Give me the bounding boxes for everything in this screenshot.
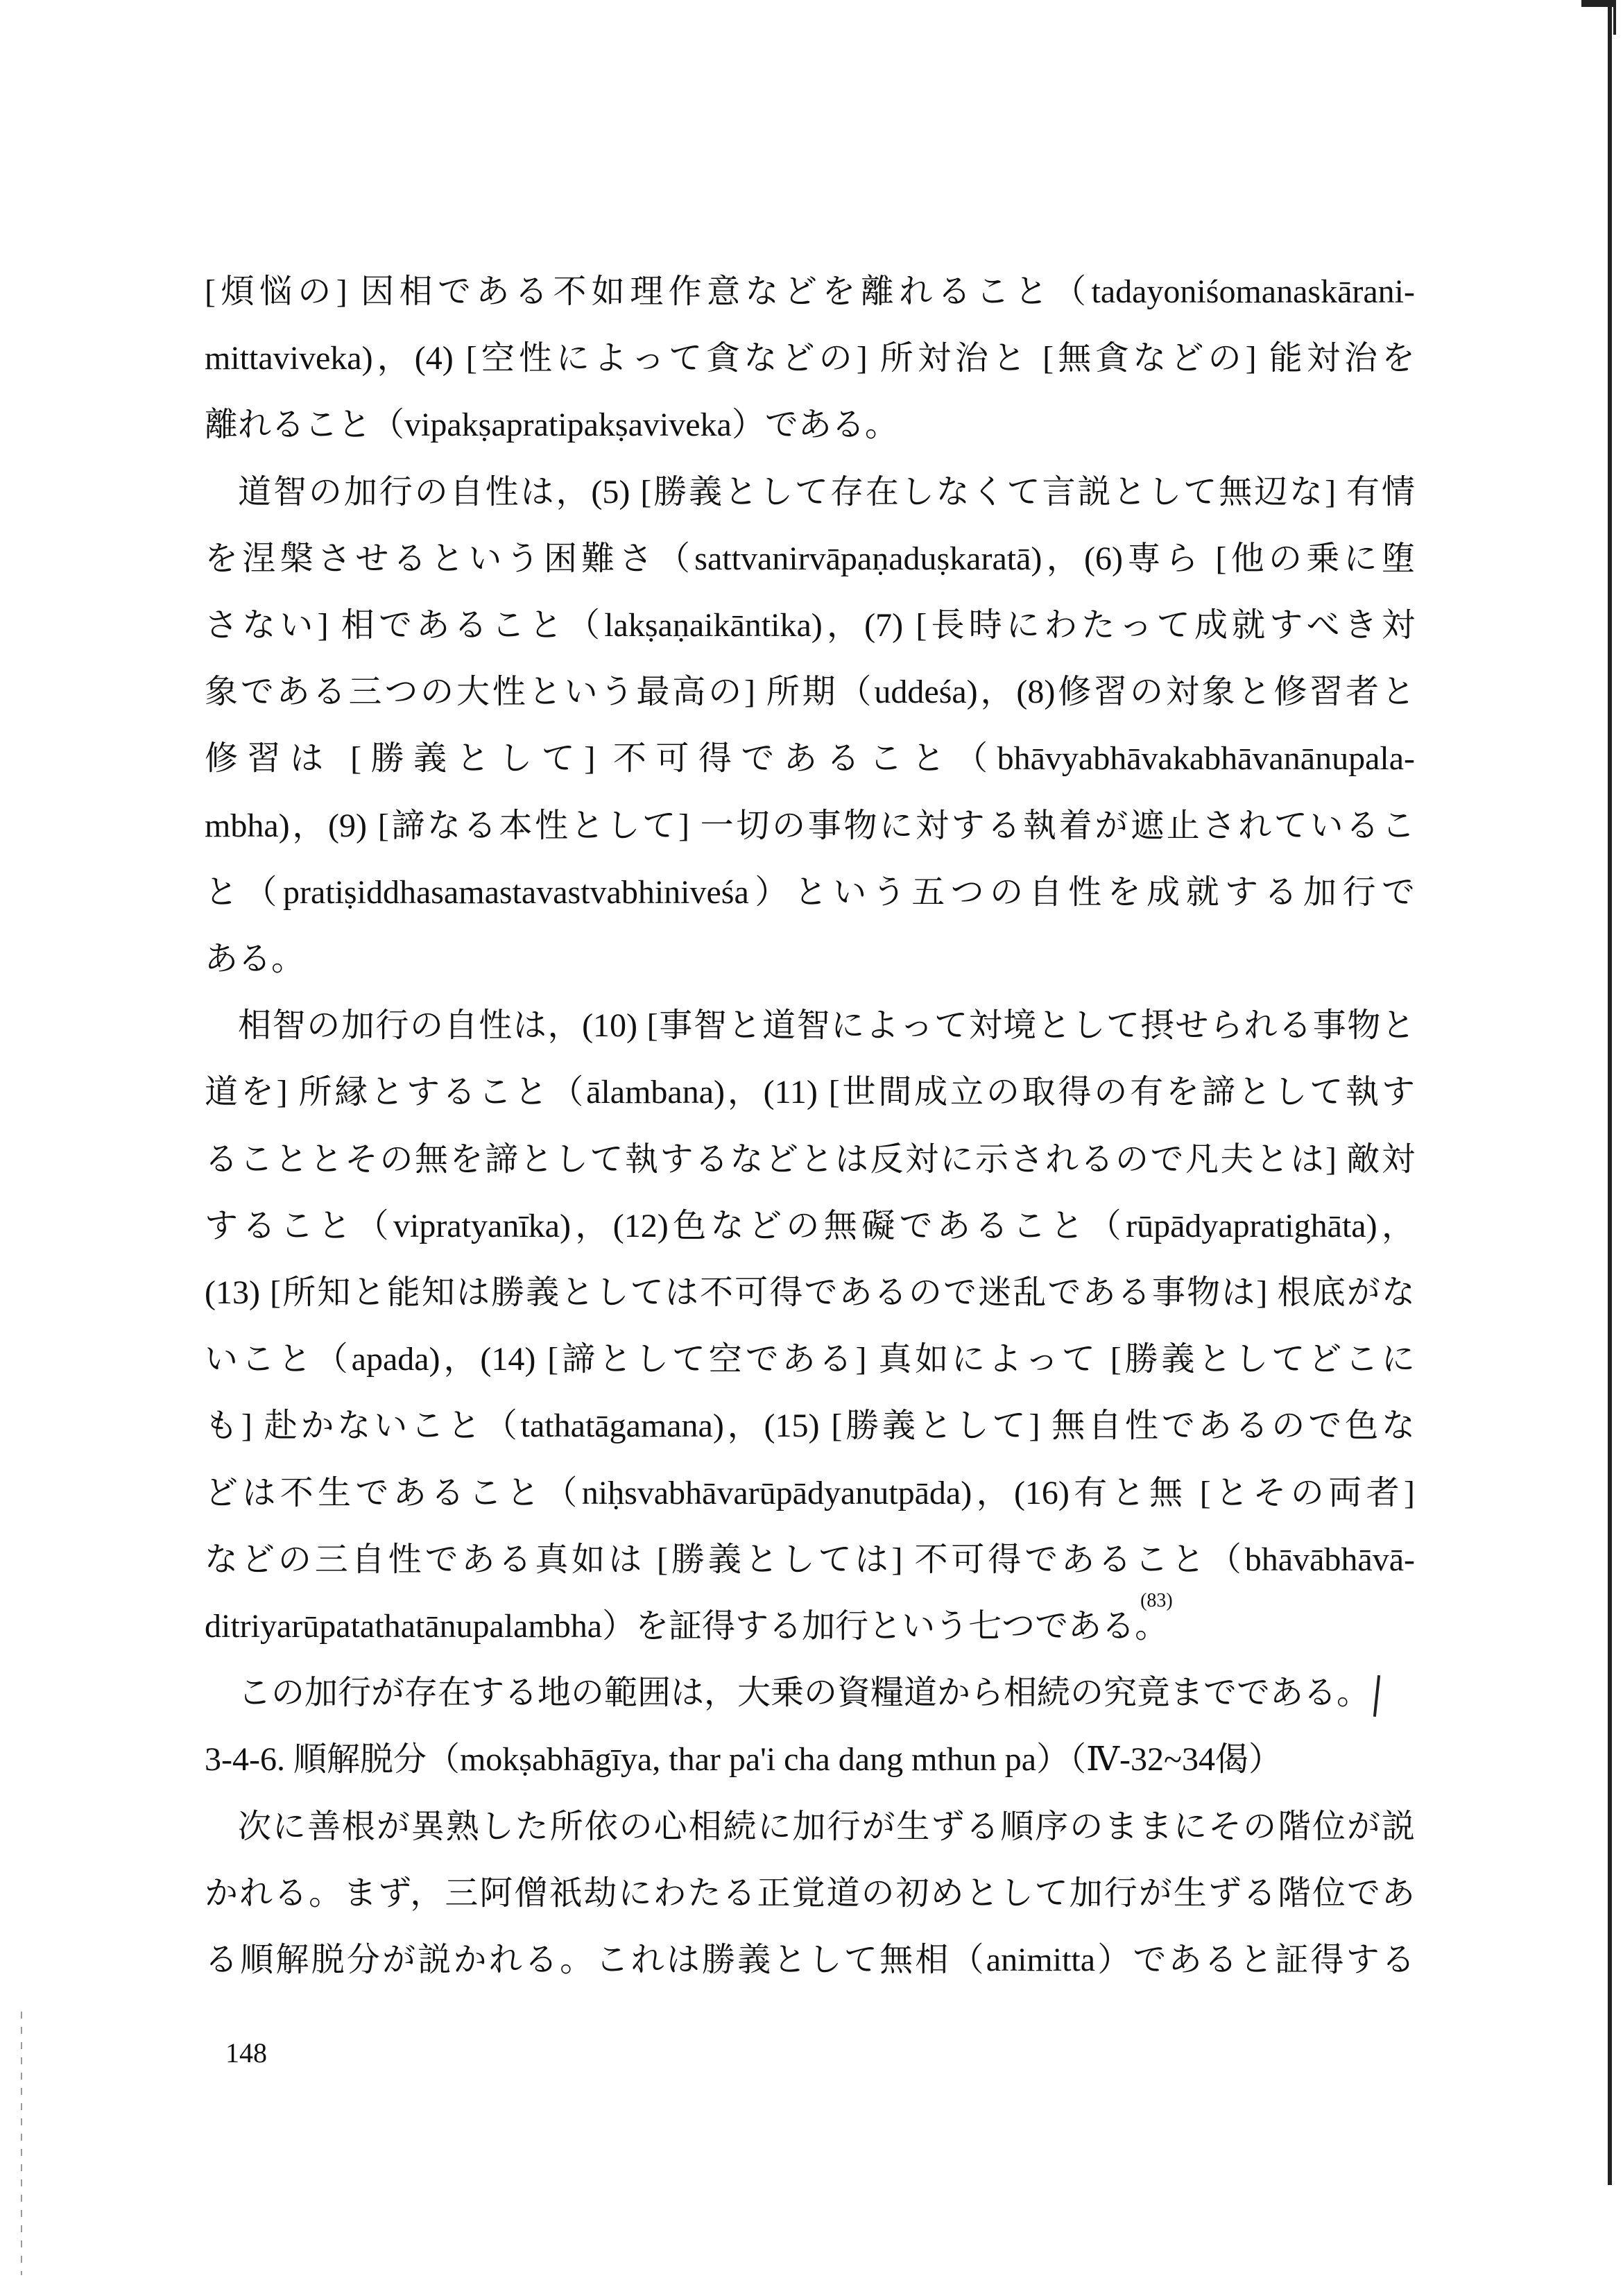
scan-edge-right (1608, 0, 1612, 2185)
text-line-content: [煩悩の] 因相である不如理作意などを離れること（tadayoniśomanaskārani- (205, 273, 1415, 310)
text-line (205, 1590, 1415, 1660)
text-line (205, 1527, 1415, 1593)
text-line (205, 259, 1415, 325)
text-line (205, 526, 1415, 592)
text-line-content: 離れること（vipakṣapratipakṣaviveka）である。 (205, 406, 898, 444)
handwritten-margin-mark (1373, 1675, 1380, 1717)
section-heading (205, 1727, 1415, 1793)
text-line (205, 993, 1415, 1059)
text-line (205, 1393, 1415, 1459)
text-line (205, 859, 1415, 926)
text-line-content: 3-4-6. 順解脱分（mokṣabhāgīya, thar pa'i cha dang mthun pa）（Ⅳ-32~34偈） (205, 1741, 1282, 1779)
text-line (205, 1126, 1415, 1193)
text-line-content: も] 赴かないこと（tathatāgamana)，(15) [勝義として] 無自性であるので色な (205, 1407, 1415, 1445)
text-line (205, 1927, 1415, 1994)
text-line (205, 1193, 1415, 1260)
text-line-content: ditriyarūpatathatānupalambha）を証得する加行という七つである。 (205, 1608, 1169, 1645)
text-line (205, 392, 1415, 459)
text-line-content: 次に善根が異熟した所依の心相続に加行が生ずる順序のままにその階位が説 (238, 1808, 1415, 1845)
text-line-content: この加行が存在する地の範囲は，大乗の資糧道から相続の究竟までである。 (238, 1674, 1371, 1712)
text-line-content: (13) [所知と能知は勝義としては不可得であるので迷乱である事物は] 根底がな (205, 1274, 1415, 1312)
text-line-content: かれる。まず，三阿僧祇劫にわたる正覚道の初めとして加行が生ずる階位であ (205, 1874, 1415, 1912)
text-line-content: mbha)，(9) [諦なる本性として] 一切の事物に対する執着が遮止されているこ (205, 807, 1415, 844)
text-line-content: mittaviveka)，(4) [空性によって貪などの] 所対治と [無貪などの] 能対治を (205, 340, 1415, 377)
text-line (205, 1059, 1415, 1126)
text-line-content: 道智の加行の自性は，(5) [勝義として存在しなくて言説として無辺な] 有情 (238, 473, 1415, 511)
text-line-content: ある。 (205, 941, 305, 978)
text-line-content: いこと（apada)，(14) [諦として空である] 真如によって [勝義としてどこに (205, 1341, 1415, 1378)
text-line (205, 1326, 1415, 1393)
text-line (205, 926, 1415, 993)
text-line-content: ることとその無を諦として執するなどとは反対に示されるので凡夫とは] 敵対 (205, 1140, 1415, 1178)
text-line-content: 相智の加行の自性は，(10) [事智と道智によって対境として摂せられる事物と (238, 1007, 1415, 1045)
footnote-reference: (83) (1140, 1590, 1173, 1612)
text-line (205, 1860, 1415, 1927)
text-line (205, 1660, 1415, 1727)
body-text (205, 259, 1415, 1994)
text-line-content: と（pratiṣiddhasamastavastvabhiniveśa）という五つの自性を成就する加行で (205, 873, 1415, 911)
text-line-content: すること（vipratyanīka)，(12)色などの無礙であること（rūpādyapratighāta)， (205, 1207, 1415, 1244)
scan-edge-left (21, 2012, 22, 2275)
text-line-content: 道を] 所縁とすること（ālambana)，(11) [世間成立の取得の有を諦として執す (205, 1074, 1415, 1111)
text-line (205, 1460, 1415, 1527)
text-line-content: どは不生であること（niḥsvabhāvarūpādyanutpāda)，(16)有と無 [とその両者] (205, 1474, 1415, 1511)
text-line-content: を涅槃させるという困難さ（sattvanirvāpaṇaduṣkaratā)，(6)専ら [他の乗に堕 (205, 540, 1415, 577)
text-line (205, 1260, 1415, 1326)
page-number: 148 (225, 2037, 267, 2068)
text-line (205, 459, 1415, 526)
text-line-content: 修習は [勝義として] 不可得であること（bhāvyabhāvakabhāvanānupala- (205, 740, 1415, 778)
text-line (205, 793, 1415, 859)
text-line-content: 象である三つの大性という最高の] 所期（uddeśa)，(8)修習の対象と修習者と (205, 674, 1415, 711)
text-line-content: などの三自性である真如は [勝義としては] 不可得であること（bhāvābhāvā- (205, 1541, 1415, 1578)
text-line-content: さない] 相であること（lakṣaṇaikāntika)，(7) [長時にわたって成就すべき対 (205, 607, 1415, 644)
text-line (205, 659, 1415, 726)
text-line-content: る順解脱分が説かれる。これは勝義として無相（animitta）であると証得する (205, 1942, 1415, 1979)
text-line (205, 726, 1415, 792)
text-line (205, 325, 1415, 392)
text-line (205, 592, 1415, 659)
text-line (205, 1794, 1415, 1860)
